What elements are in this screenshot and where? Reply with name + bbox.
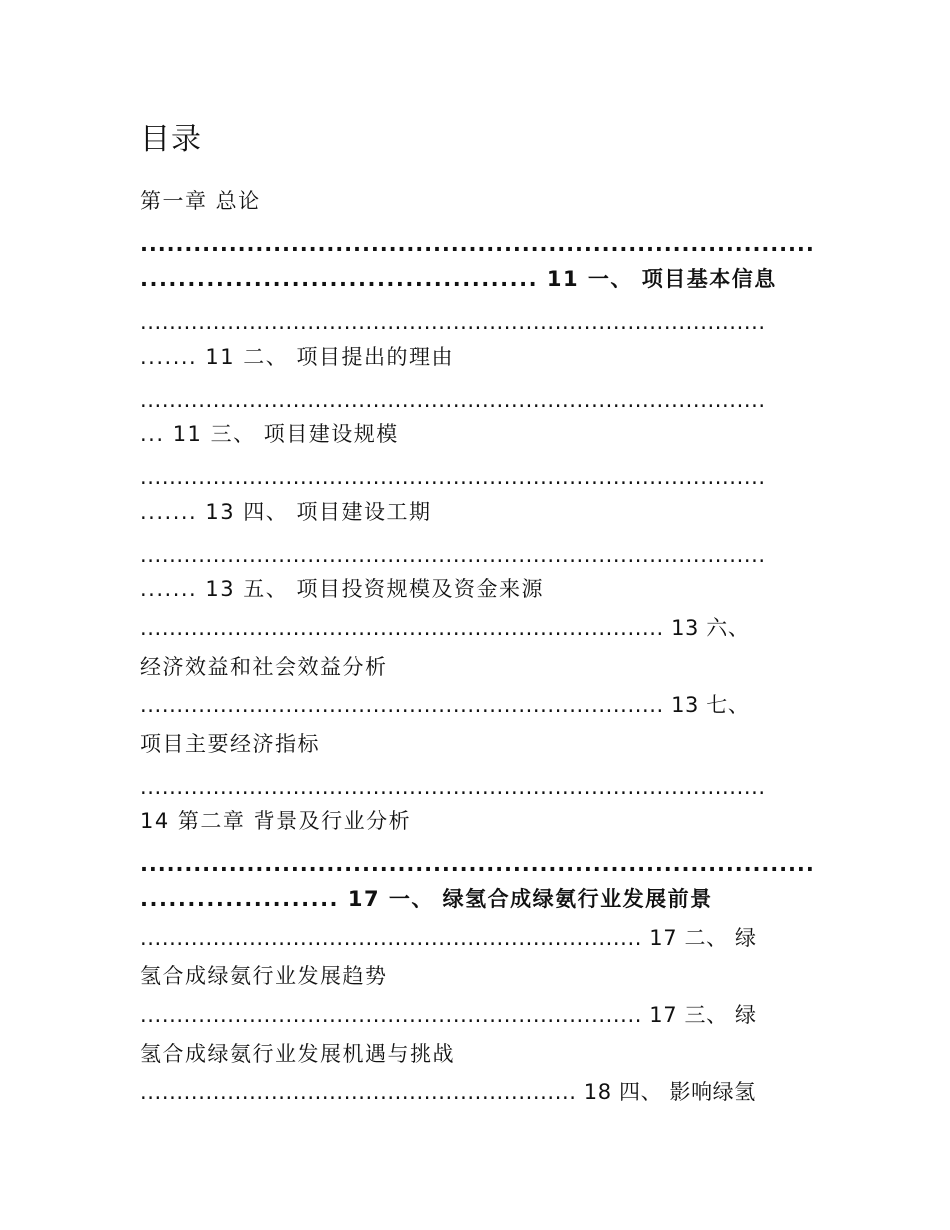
toc-entry: ..................... 17 一、 绿氢合成绿氨行业发展前景: [140, 887, 713, 911]
toc-entry: ..................................................................... 17 二、 绿: [140, 926, 757, 950]
toc-dot-leader: ......................................................................................: [140, 543, 766, 567]
toc-chapter-heading: 第一章 总论: [140, 189, 261, 213]
toc-dot-leader: ............................................................................: [140, 852, 815, 876]
toc-dot-leader: ......................................................................................: [140, 465, 766, 489]
toc-entry: ....... 13 五、 项目投资规模及资金来源: [140, 577, 544, 601]
toc-entry: ........................................................................ 13 七、: [140, 693, 750, 717]
toc-entry: ..................................................................... 17 三、 绿: [140, 1003, 757, 1027]
toc-dot-leader: ............................................................................: [140, 232, 815, 256]
toc-entry: .......................................... 11 一、 项目基本信息: [140, 267, 777, 291]
toc-dot-leader: ......................................................................................: [140, 775, 766, 799]
toc-entry: ........................................................................ 13 六、: [140, 616, 750, 640]
toc-entry: 氢合成绿氨行业发展机遇与挑战: [140, 1042, 455, 1066]
toc-dot-leader: ......................................................................................: [140, 388, 766, 412]
toc-title: 目录: [140, 122, 202, 157]
toc-entry: 氢合成绿氨行业发展趋势: [140, 964, 388, 988]
toc-entry: 项目主要经济指标: [140, 732, 320, 756]
toc-dot-leader: ......................................................................................: [140, 310, 766, 334]
toc-entry: ............................................................ 18 四、 影响绿氢: [140, 1080, 756, 1104]
toc-entry: 经济效益和社会效益分析: [140, 655, 388, 679]
toc-chapter-heading: 14 第二章 背景及行业分析: [140, 809, 412, 833]
toc-entry: ... 11 三、 项目建设规模: [140, 422, 399, 446]
toc-entry: ....... 13 四、 项目建设工期: [140, 500, 432, 524]
toc-entry: ....... 11 二、 项目提出的理由: [140, 345, 454, 369]
